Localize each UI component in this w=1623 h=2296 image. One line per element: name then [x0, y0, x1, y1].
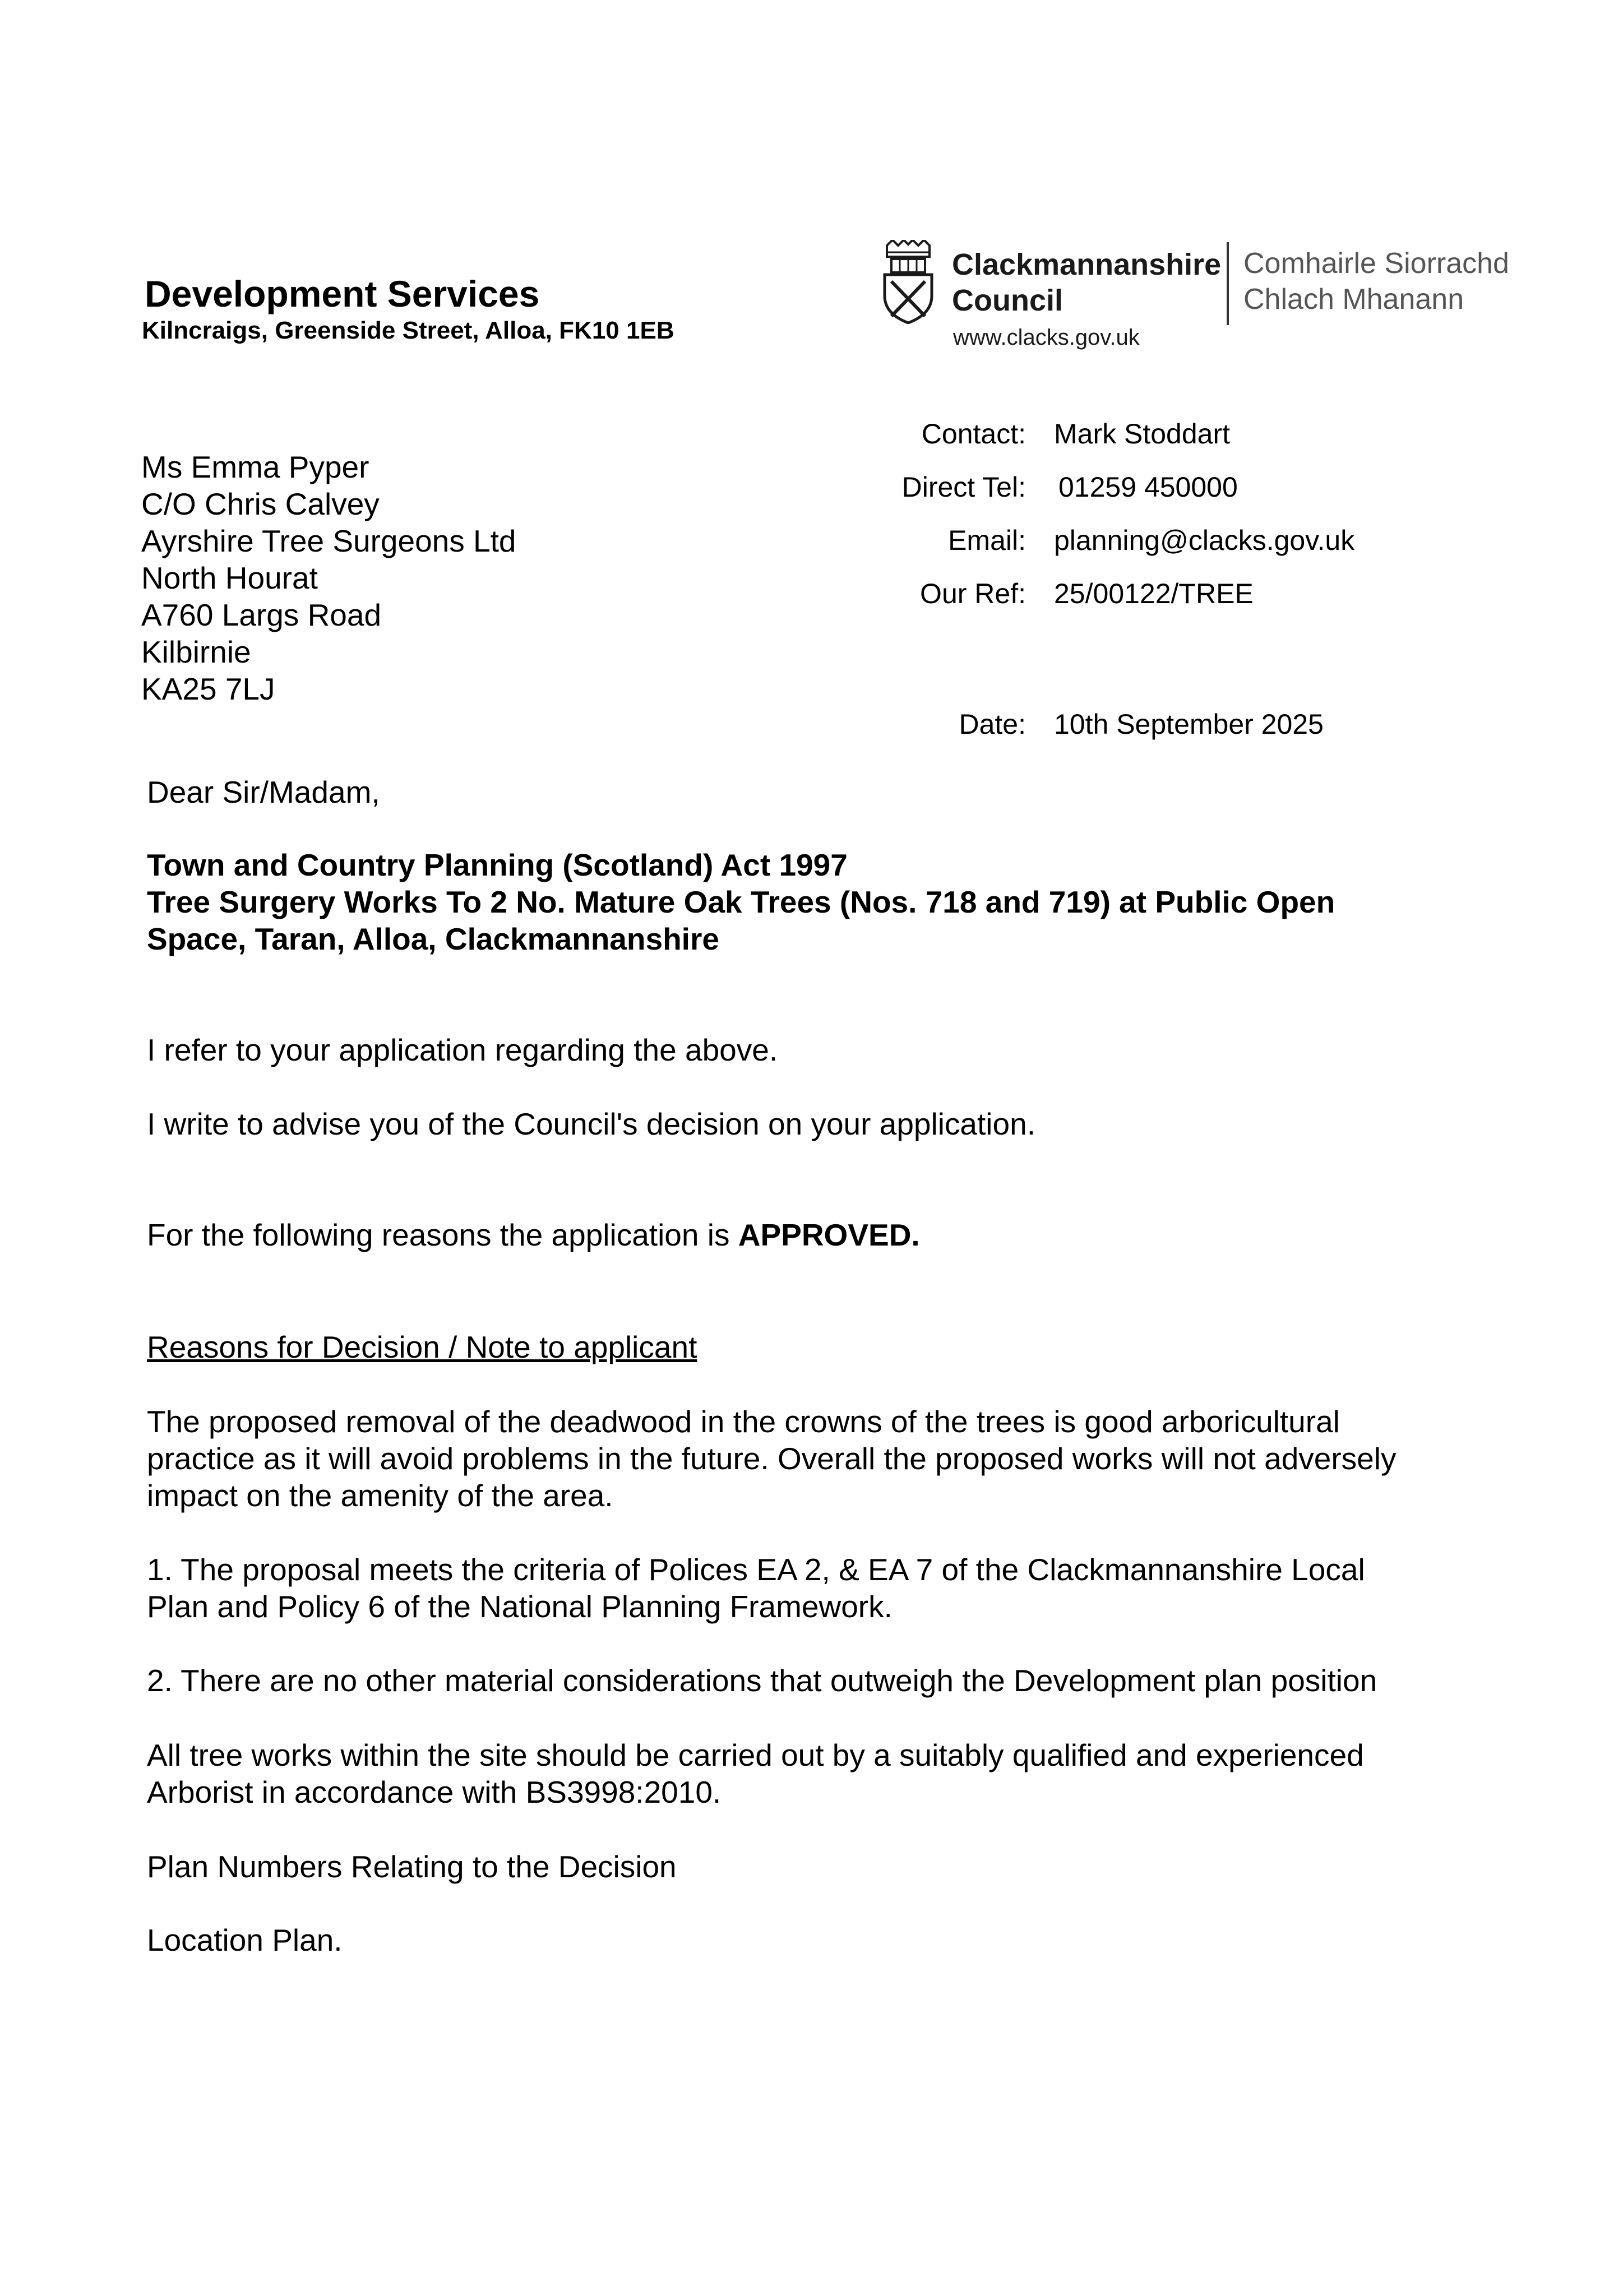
logo-gaelic-line2: Chlach Mhanann: [1243, 283, 1464, 316]
paragraph-deadwood: [147, 1403, 1492, 1514]
paragraph-line: practice as it will avoid problems in the future. Overall the proposed works will not adversely: [147, 1441, 1397, 1476]
paragraph-line: impact on the amenity of the area.: [147, 1478, 613, 1513]
subject-line: Space, Taran, Alloa, Clackmannanshire: [147, 922, 719, 956]
decision-prefix: For the following reasons the application is: [147, 1218, 738, 1252]
address-line: KA25 7LJ: [141, 672, 275, 706]
address-line: C/O Chris Calvey: [141, 487, 380, 521]
decision-status: APPROVED.: [738, 1218, 920, 1252]
reason-2: 2. There are no other material considerations that outweigh the Development plan position: [147, 1663, 1377, 1698]
paragraph-works: [147, 1737, 1492, 1811]
department-title: Development Services: [145, 273, 540, 314]
paragraph-line: All tree works within the site should be carried out by a suitably qualified and experienced: [147, 1738, 1364, 1772]
contact-value: Mark Stoddart: [1054, 418, 1231, 450]
paragraph-line: The proposed removal of the deadwood in the crowns of the trees is good arboricultural: [147, 1404, 1340, 1439]
address-line: A760 Largs Road: [141, 598, 382, 632]
paragraph-decision: [147, 1216, 1492, 1253]
subject-line: Tree Surgery Works To 2 No. Mature Oak Trees (Nos. 718 and 719) at Public Open: [147, 885, 1335, 919]
plans-heading: Plan Numbers Relating to the Decision: [147, 1849, 677, 1884]
contact-label: Contact:: [921, 418, 1026, 450]
tel-value: 01259 450000: [1058, 471, 1238, 503]
recipient-address: [141, 448, 516, 707]
logo-name-line2: Council: [952, 284, 1063, 317]
subject-line: Town and Country Planning (Scotland) Act 1997: [147, 848, 848, 882]
address-line: Ms Emma Pyper: [141, 450, 369, 484]
ref-value: 25/00122/TREE: [1054, 578, 1254, 609]
logo-name-line1: Clackmannanshire: [952, 248, 1222, 281]
logo-name: [952, 247, 1221, 318]
council-crest-icon: [880, 240, 936, 324]
plans-item: Location Plan.: [147, 1923, 343, 1957]
reasons-heading: Reasons for Decision / Note to applicant: [147, 1330, 697, 1364]
ref-label: Our Ref:: [920, 578, 1026, 609]
paragraph-refer: I refer to your application regarding the above.: [147, 1033, 778, 1067]
logo-url: www.clacks.gov.uk: [953, 325, 1140, 350]
paragraph-line: Arborist in accordance with BS3998:2010.: [147, 1775, 722, 1809]
address-line: Ayrshire Tree Surgeons Ltd: [141, 524, 516, 558]
email-value: planning@clacks.gov.uk: [1054, 525, 1355, 556]
council-logo: [880, 235, 1519, 364]
date-label: Date:: [959, 709, 1026, 740]
date-value: 10th September 2025: [1054, 709, 1324, 740]
paragraph-advise: I write to advise you of the Council's decision on your application.: [147, 1107, 1035, 1141]
paragraph-line: 1. The proposal meets the criteria of Polices EA 2, & EA 7 of the Clackmannanshire Local: [147, 1552, 1365, 1587]
subject-heading: [147, 846, 1492, 957]
logo-divider: [1227, 242, 1229, 325]
reason-1: [147, 1551, 1492, 1625]
paragraph-line: Plan and Policy 6 of the National Planning Framework.: [147, 1589, 893, 1624]
email-label: Email:: [948, 525, 1026, 556]
department-address: Kilncraigs, Greenside Street, Alloa, FK10 1EB: [142, 317, 674, 344]
salutation: Dear Sir/Madam,: [147, 775, 380, 809]
address-line: Kilbirnie: [141, 635, 251, 669]
address-line: North Hourat: [141, 561, 318, 595]
tel-label: Direct Tel:: [901, 471, 1026, 503]
logo-gaelic: [1243, 246, 1509, 317]
logo-gaelic-line1: Comhairle Siorrachd: [1243, 247, 1509, 280]
